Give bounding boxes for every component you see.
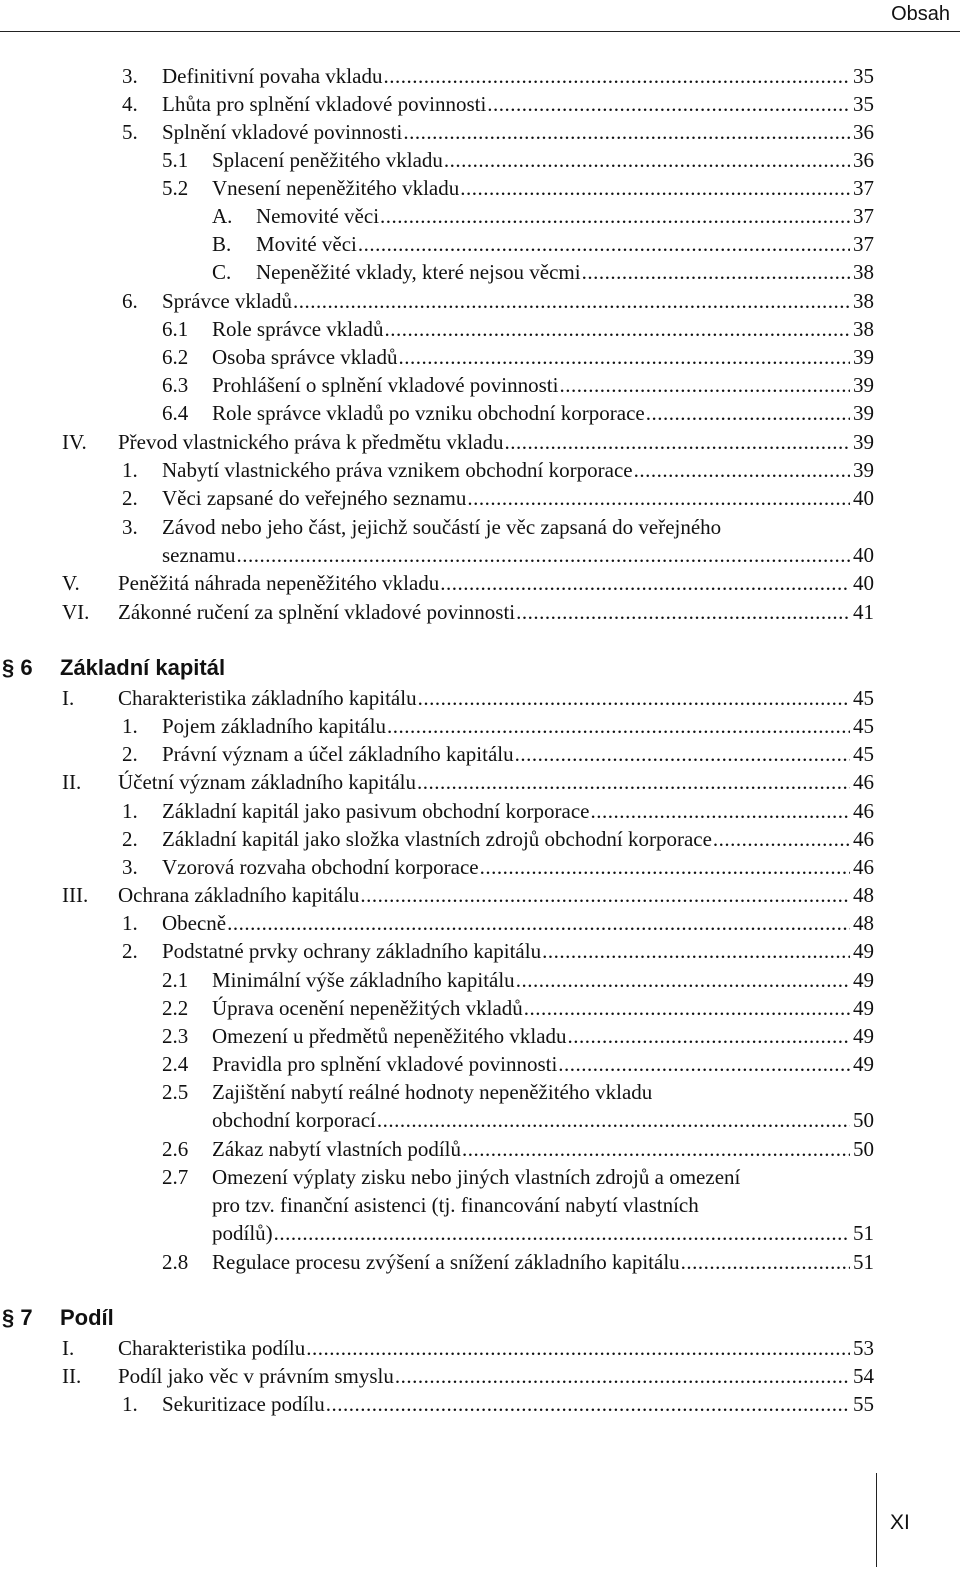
toc-entry-title: Movité věci xyxy=(256,232,357,256)
toc-entry-number: 2. xyxy=(122,939,138,963)
dot-leader xyxy=(558,1050,850,1078)
toc-entry-number: 4. xyxy=(122,92,138,116)
toc-entry-number: 2.1 xyxy=(162,968,189,992)
toc-entry-title: Základní kapitál jako pasivum obchodní korporace xyxy=(162,799,590,823)
toc-entry-number: V. xyxy=(62,571,80,595)
toc-entry-number: 2. xyxy=(122,742,138,766)
toc-entry-title: Závod nebo jeho část, jejichž součástí je věc zapsaná do veřejného xyxy=(162,515,722,539)
toc-entry[interactable] xyxy=(0,513,960,567)
toc-entry-number: 6. xyxy=(122,289,138,313)
toc-entry-number: 1. xyxy=(122,911,138,935)
toc-entry-title: Minimální výše základního kapitálu xyxy=(212,968,515,992)
toc-entry[interactable] xyxy=(0,1050,960,1078)
toc-entry-page: 45 xyxy=(853,686,874,710)
dot-leader xyxy=(634,456,850,484)
toc-entry-page: 40 xyxy=(853,571,874,595)
header-rule xyxy=(0,31,960,32)
toc-entry[interactable] xyxy=(0,937,960,965)
toc-entry-title: Převod vlastnického práva k předmětu vkladu xyxy=(118,430,504,454)
toc-entry[interactable] xyxy=(0,825,960,853)
toc-entry-number: 3. xyxy=(122,64,138,88)
toc-entry-title: Regulace procesu zvýšení a snížení základního kapitálu xyxy=(212,1250,680,1274)
toc-entry-title: Účetní význam základního kapitálu xyxy=(118,770,416,794)
dot-leader xyxy=(417,768,850,796)
toc-entry[interactable] xyxy=(0,1334,960,1362)
toc-entry-page: 35 xyxy=(853,92,874,116)
toc-entry-number: 6.4 xyxy=(162,401,189,425)
toc-entry-number: IV. xyxy=(62,430,87,454)
dot-leader xyxy=(326,1390,850,1418)
toc-entry-number: 2.6 xyxy=(162,1137,189,1161)
toc-entry-title: Podíl jako věc v právním smyslu xyxy=(118,1364,394,1388)
toc-entry-number: A. xyxy=(212,204,233,228)
toc-entry-page: 37 xyxy=(853,232,874,256)
dot-leader xyxy=(293,287,850,315)
toc-entry-title: Lhůta pro splnění vkladové povinnosti xyxy=(162,92,487,116)
section-heading xyxy=(0,653,960,683)
toc-entry[interactable] xyxy=(0,1362,960,1390)
toc-entry-number: 5.2 xyxy=(162,176,189,200)
toc-entry-number: 5.1 xyxy=(162,148,189,172)
toc-entry[interactable] xyxy=(0,230,960,258)
dot-leader xyxy=(559,371,850,399)
dot-leader xyxy=(515,740,850,768)
toc-entry-title: Věci zapsané do veřejného seznamu xyxy=(162,486,467,510)
toc-entry-title: Charakteristika základního kapitálu xyxy=(118,686,417,710)
toc-entry-page: 51 xyxy=(853,1250,874,1274)
toc-entry-number: 2.8 xyxy=(162,1250,189,1274)
toc-entry[interactable] xyxy=(0,712,960,740)
toc-entry-title: Vnesení nepeněžitého vkladu xyxy=(212,176,460,200)
toc-entry[interactable] xyxy=(0,966,960,994)
section-mark: § 7 xyxy=(2,1305,33,1330)
toc-entry[interactable] xyxy=(0,174,960,202)
toc-entry-title: Osoba správce vkladů xyxy=(212,345,398,369)
toc-entry[interactable] xyxy=(0,287,960,315)
toc-entry-title: Omezení výplaty zisku nebo jiných vlastních zdrojů a omezení xyxy=(212,1165,741,1189)
toc-entry-title: Sekuritizace podílu xyxy=(162,1392,325,1416)
toc-entry-title: Podstatné prvky ochrany základního kapitálu xyxy=(162,939,542,963)
dot-leader xyxy=(306,1334,850,1362)
toc-entry-title: Splacení peněžitého vkladu xyxy=(212,148,443,172)
footer-rule xyxy=(876,1473,877,1567)
toc-entry-page: 48 xyxy=(853,911,874,935)
toc-entry-page: 48 xyxy=(853,883,874,907)
toc-entry-page: 39 xyxy=(853,458,874,482)
toc-entry-number: 2. xyxy=(122,486,138,510)
toc-entry-number: VI. xyxy=(62,600,90,624)
toc-entry-page: 35 xyxy=(853,64,874,88)
dot-leader xyxy=(681,1248,850,1276)
toc-entry-number: II. xyxy=(62,1364,82,1388)
toc-entry-title-continuation: podílů) xyxy=(212,1221,273,1245)
toc-entry-number: 2.3 xyxy=(162,1024,189,1048)
dot-leader xyxy=(403,118,850,146)
dot-leader xyxy=(440,569,850,597)
dot-leader xyxy=(462,1135,850,1163)
toc-entry-title: Omezení u předmětů nepeněžitého vkladu xyxy=(212,1024,567,1048)
toc-entry-number: I. xyxy=(62,1336,75,1360)
toc-entry[interactable] xyxy=(0,1390,960,1418)
toc-entry-page: 46 xyxy=(853,855,874,879)
toc-entry-title: Zákaz nabytí vlastních podílů xyxy=(212,1137,462,1161)
toc-entry-page: 46 xyxy=(853,799,874,823)
toc-entry-page: 41 xyxy=(853,600,874,624)
dot-leader xyxy=(398,343,850,371)
dot-leader xyxy=(568,1022,850,1050)
toc-entry[interactable] xyxy=(0,315,960,343)
toc-entry[interactable] xyxy=(0,399,960,427)
toc-entry[interactable] xyxy=(0,881,960,909)
toc-entry-page: 39 xyxy=(853,430,874,454)
toc-entry-title: Zajištění nabytí reálné hodnoty nepeněžitého vkladu xyxy=(212,1080,653,1104)
toc-entry[interactable] xyxy=(0,1135,960,1163)
toc-entry[interactable] xyxy=(0,456,960,484)
toc-entry-title: Role správce vkladů xyxy=(212,317,384,341)
toc-entry-title: Charakteristika podílu xyxy=(118,1336,306,1360)
toc-entry-number: 3. xyxy=(122,515,138,539)
toc-entry-number: 2.5 xyxy=(162,1080,189,1104)
toc-entry-title: Nepeněžité vklady, které nejsou věcmi xyxy=(256,260,581,284)
toc-entry-page: 46 xyxy=(853,770,874,794)
dot-leader xyxy=(418,684,850,712)
toc-entry-title: Nabytí vlastnického práva vznikem obchodní korporace xyxy=(162,458,633,482)
toc-entry-title: Správce vkladů xyxy=(162,289,293,313)
toc-entry-title-continuation: obchodní korporací xyxy=(212,1108,376,1132)
dot-leader xyxy=(467,484,850,512)
toc-entry-title: Definitivní povaha vkladu xyxy=(162,64,383,88)
toc-entry-number: 6.2 xyxy=(162,345,189,369)
toc-entry-page: 51 xyxy=(853,1221,874,1245)
toc-entry-page: 45 xyxy=(853,714,874,738)
toc-entry-page: 50 xyxy=(853,1108,874,1132)
toc-entry-page: 49 xyxy=(853,1024,874,1048)
dot-leader xyxy=(236,541,850,569)
toc-entry-page: 39 xyxy=(853,373,874,397)
dot-leader xyxy=(227,909,850,937)
toc-entry[interactable] xyxy=(0,1078,960,1132)
toc-entry-number: 1. xyxy=(122,714,138,738)
toc-entry[interactable] xyxy=(0,62,960,90)
toc-entry-page: 36 xyxy=(853,148,874,172)
toc-entry-page: 36 xyxy=(853,120,874,144)
toc-entry-page: 37 xyxy=(853,204,874,228)
toc-entry-number: 2. xyxy=(122,827,138,851)
toc-entry[interactable] xyxy=(0,146,960,174)
dot-leader xyxy=(387,712,850,740)
toc-entry-number: 6.1 xyxy=(162,317,189,341)
toc-entry-page: 39 xyxy=(853,345,874,369)
toc-entry[interactable] xyxy=(0,202,960,230)
toc-entry-title: Splnění vkladové povinnosti xyxy=(162,120,403,144)
toc-entry-page: 49 xyxy=(853,996,874,1020)
toc-entry[interactable] xyxy=(0,1022,960,1050)
toc-entry-title: Prohlášení o splnění vkladové povinnosti xyxy=(212,373,559,397)
dot-leader xyxy=(377,1106,850,1134)
toc-entry-page: 49 xyxy=(853,939,874,963)
toc-entry-page: 40 xyxy=(853,486,874,510)
toc-entry-number: 2.7 xyxy=(162,1165,189,1189)
toc-entry[interactable] xyxy=(0,1248,960,1276)
toc-entry-title: Právní význam a účel základního kapitálu xyxy=(162,742,514,766)
dot-leader xyxy=(480,853,850,881)
toc-entry[interactable] xyxy=(0,90,960,118)
dot-leader xyxy=(524,994,850,1022)
toc-entry-page: 45 xyxy=(853,742,874,766)
toc-entry-title: Úprava ocenění nepeněžitých vkladů xyxy=(212,996,523,1020)
toc-entry[interactable] xyxy=(0,909,960,937)
dot-leader xyxy=(713,825,850,853)
section-title: Podíl xyxy=(60,1305,114,1330)
toc-entry-title: Zákonné ručení za splnění vkladové povinnosti xyxy=(118,600,516,624)
toc-entry[interactable] xyxy=(0,598,960,626)
toc-entry-number: 2.4 xyxy=(162,1052,189,1076)
toc-entry-page: 38 xyxy=(853,289,874,313)
toc-entry-title: Základní kapitál jako složka vlastních zdrojů obchodní korporace xyxy=(162,827,712,851)
toc-entry[interactable] xyxy=(0,768,960,796)
toc-entry-title: Peněžitá náhrada nepeněžitého vkladu xyxy=(118,571,440,595)
dot-leader xyxy=(487,90,850,118)
dot-leader xyxy=(646,399,850,427)
toc-entry-number: B. xyxy=(212,232,232,256)
toc-entry-page: 38 xyxy=(853,260,874,284)
toc-entry-page: 53 xyxy=(853,1336,874,1360)
toc-entry-title-continuation: seznamu xyxy=(162,543,236,567)
dot-leader xyxy=(590,797,850,825)
toc-entry-title: Role správce vkladů po vzniku obchodní korporace xyxy=(212,401,645,425)
page-number: XI xyxy=(890,1511,910,1534)
toc-entry-page: 55 xyxy=(853,1392,874,1416)
toc-entry-number: 1. xyxy=(122,799,138,823)
toc-entry[interactable] xyxy=(0,118,960,146)
toc-entry[interactable] xyxy=(0,994,960,1022)
toc-entry-page: 50 xyxy=(853,1137,874,1161)
toc-entry-title: Ochrana základního kapitálu xyxy=(118,883,360,907)
toc-entry[interactable] xyxy=(0,569,960,597)
toc-entry-number: 1. xyxy=(122,458,138,482)
toc-entry-page: 37 xyxy=(853,176,874,200)
toc-entry[interactable] xyxy=(0,853,960,881)
toc-entry-title: Vzorová rozvaha obchodní korporace xyxy=(162,855,479,879)
dot-leader xyxy=(460,174,850,202)
section-title: Základní kapitál xyxy=(60,655,226,680)
toc-entry-number: C. xyxy=(212,260,232,284)
toc-entry-page: 40 xyxy=(853,543,874,567)
dot-leader xyxy=(384,315,850,343)
toc-entry[interactable] xyxy=(0,740,960,768)
toc-entry[interactable] xyxy=(0,258,960,286)
toc-entry-page: 46 xyxy=(853,827,874,851)
toc-entry[interactable] xyxy=(0,1163,960,1245)
toc-entry-title: Nemovité věci xyxy=(256,204,380,228)
toc-entry-page: 38 xyxy=(853,317,874,341)
toc-entry-number: 5. xyxy=(122,120,138,144)
toc-entry[interactable] xyxy=(0,343,960,371)
dot-leader xyxy=(542,937,850,965)
toc-entry-page: 54 xyxy=(853,1364,874,1388)
dot-leader xyxy=(582,258,850,286)
dot-leader xyxy=(395,1362,850,1390)
running-header-title: Obsah xyxy=(891,3,950,25)
toc-entry-title: Pojem základního kapitálu xyxy=(162,714,386,738)
toc-entry-page: 39 xyxy=(853,401,874,425)
toc-entry-number: I. xyxy=(62,686,75,710)
dot-leader xyxy=(358,230,850,258)
toc-entry-number: II. xyxy=(62,770,82,794)
toc-entry-title: Obecně xyxy=(162,911,227,935)
dot-leader xyxy=(444,146,850,174)
dot-leader xyxy=(504,428,850,456)
dot-leader xyxy=(516,598,850,626)
toc-entry-title: Pravidla pro splnění vkladové povinnosti xyxy=(212,1052,558,1076)
section-heading xyxy=(0,1303,960,1333)
toc-entry-page: 49 xyxy=(853,1052,874,1076)
toc-entry[interactable] xyxy=(0,797,960,825)
dot-leader xyxy=(274,1219,850,1247)
dot-leader xyxy=(383,62,850,90)
dot-leader xyxy=(360,881,850,909)
toc-entry-title-continuation: pro tzv. finanční asistenci (tj. financování nabytí vlastních xyxy=(212,1193,699,1217)
toc-entry[interactable] xyxy=(0,684,960,712)
toc-entry[interactable] xyxy=(0,371,960,399)
toc-entry-number: 2.2 xyxy=(162,996,189,1020)
toc-entry-page: 49 xyxy=(853,968,874,992)
dot-leader xyxy=(516,966,850,994)
toc-entry-number: 1. xyxy=(122,1392,138,1416)
toc-entry[interactable] xyxy=(0,484,960,512)
toc-entry-number: 6.3 xyxy=(162,373,189,397)
toc-entry-number: 3. xyxy=(122,855,138,879)
toc-entry-number: III. xyxy=(62,883,89,907)
section-mark: § 6 xyxy=(2,655,33,680)
dot-leader xyxy=(380,202,850,230)
toc-entry[interactable] xyxy=(0,428,960,456)
